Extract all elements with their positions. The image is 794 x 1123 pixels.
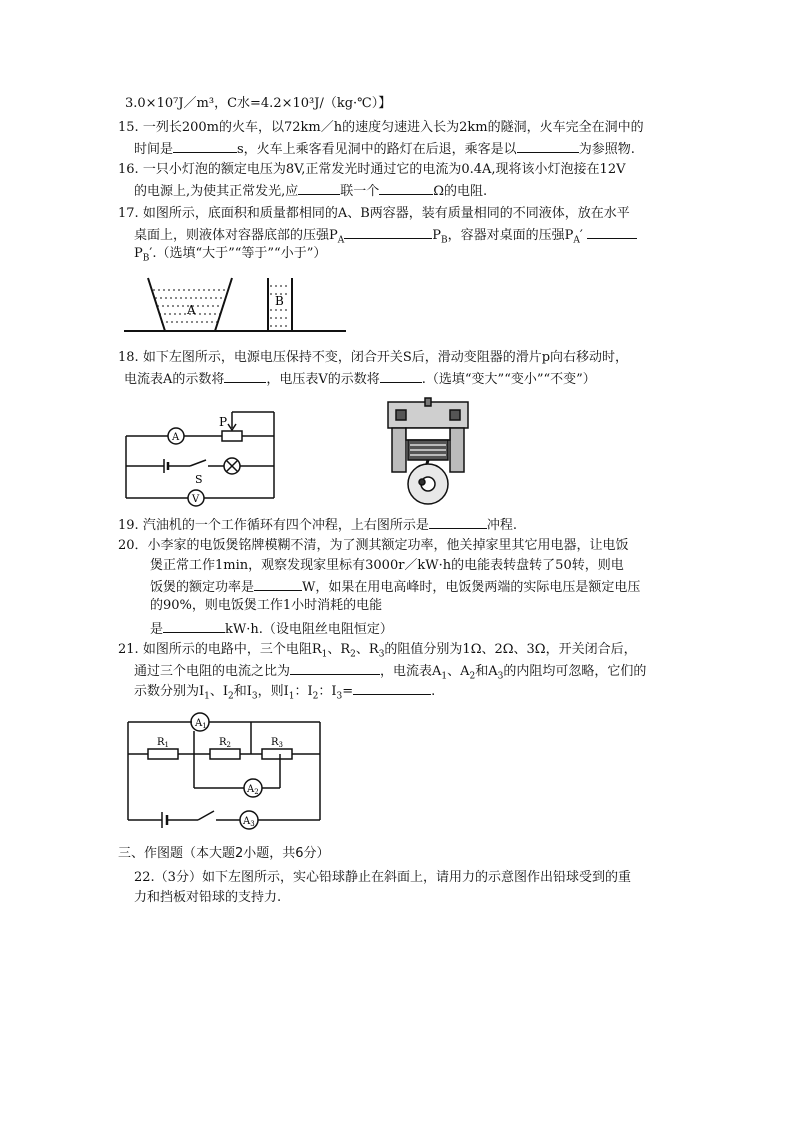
slider-circuit-figure <box>120 408 280 508</box>
section-heading: 三、作图题（本大题2小题，共6分） <box>118 846 330 861</box>
ammeter-label: A <box>172 432 180 443</box>
question-22-line-1: 22.（3分）如下左图所示，实心铅球静止在斜面上，请用力的示意图作出铅球受到的重 <box>134 870 631 885</box>
container-a-label: A <box>187 303 196 317</box>
resistor-r3-label: $R_3$ <box>271 737 283 749</box>
question-20-line-4: 的90%，则电饭煲工作1小时消耗的电能 <box>150 598 383 613</box>
answer-blank[interactable] <box>429 516 487 529</box>
answer-blank[interactable] <box>380 370 422 383</box>
question-21-line-1: 21. 如图所示的电路中，三个电阻$R_1$、$R_2$、$R_3$的阻值分别为1Ω、2Ω、3Ω，开关闭合后， <box>118 642 637 660</box>
answer-blank[interactable] <box>298 182 340 195</box>
question-21-line-3: 示数分别为$I_1$、$I_2$和$I_3$，则$I_1$：$I_2$：$I_3=$ . <box>134 684 436 702</box>
containers-figure <box>120 268 350 338</box>
ammeter-a3-label: $A_3$ <box>243 816 255 828</box>
question-19: 19. 汽油机的一个工作循环有四个冲程，上右图所示是 冲程. <box>118 518 517 533</box>
answer-blank[interactable] <box>379 182 433 195</box>
slider-label: P <box>219 415 228 429</box>
formula-line: 3.0×10⁷J／m³，C水=4.2×10³J/（kg·℃）】 <box>125 96 392 111</box>
question-20-line-1: 20．小李家的电饭煲铭牌模糊不清，为了测其额定功率，他关掉家里其它用电器，让电饭 <box>118 538 629 553</box>
question-20-line-2: 煲正常工作1min，观察发现家里标有3000r／kW·h的电能表转盘转了50转，则电 <box>150 558 624 573</box>
question-21-line-2: 通过三个电阻的电流之比为 ，电流表$A_1$、$A_2$和$A_3$的内阻均可忽略，它们的 <box>134 664 647 682</box>
answer-blank[interactable] <box>517 140 579 153</box>
question-17-line-1: 17. 如图所示，底面积和质量都相同的A、B两容器，装有质量相同的不同液体，放在水平 <box>118 206 630 221</box>
question-22-line-2: 力和挡板对铅球的支持力. <box>134 890 282 905</box>
answer-blank[interactable] <box>254 578 302 591</box>
ammeter-a1-label: $A_1$ <box>195 718 207 730</box>
three-resistor-circuit-figure <box>120 710 330 835</box>
question-18-line-2: 电流表A的示数将 ，电压表V的示数将 .（选填“变大”“变小”“不变”） <box>124 372 596 387</box>
answer-blank[interactable] <box>224 370 266 383</box>
question-20-line-5: 是 kW·h.（设电阻丝电阻恒定） <box>150 622 393 637</box>
question-18-line-1: 18. 如下左图所示，电源电压保持不变，闭合开关S后，滑动变阻器的滑片p向右移动时， <box>118 350 629 365</box>
question-16-line-2: 的电源上,为使其正常发光,应 联一个 Ω的电阻. <box>134 184 488 199</box>
question-20-line-3: 饭煲的额定功率是 W，如果在用电高峰时，电饭煲两端的实际电压是额定电压 <box>150 580 641 595</box>
question-17-line-2: 桌面上，则液体对容器底部的压强$P_A$ $P_B$，容器对桌面的压强$P_A'$ <box>134 226 637 249</box>
voltmeter-label: V <box>192 494 200 505</box>
question-17-line-3: $P_B'$.（选填“大于”“等于”“小于”） <box>134 246 327 264</box>
switch-label: S <box>195 473 203 486</box>
engine-cylinder-figure <box>378 398 478 508</box>
answer-blank[interactable] <box>163 620 225 633</box>
answer-blank[interactable] <box>353 682 431 695</box>
resistor-r2-label: $R_2$ <box>219 737 231 749</box>
resistor-r1-label: $R_1$ <box>157 737 169 749</box>
container-b-label: B <box>275 294 284 308</box>
ammeter-a2-label: $A_2$ <box>247 784 259 796</box>
answer-blank[interactable] <box>173 140 237 153</box>
question-15-line-1: 15. 一列长200m的火车，以72km／h的速度匀速进入长为2km的隧洞，火车完全在洞中的 <box>118 120 644 135</box>
answer-blank[interactable] <box>344 226 432 239</box>
question-16-line-1: 16. 一只小灯泡的额定电压为8V,正常发光时通过它的电流为0.4A,现将该小灯泡接在12V <box>118 162 626 177</box>
answer-blank[interactable] <box>290 662 380 675</box>
answer-blank[interactable] <box>587 226 637 239</box>
question-15-line-2: 时间是 s，火车上乘客看见洞中的路灯在后退，乘客是以 为参照物. <box>134 142 635 157</box>
